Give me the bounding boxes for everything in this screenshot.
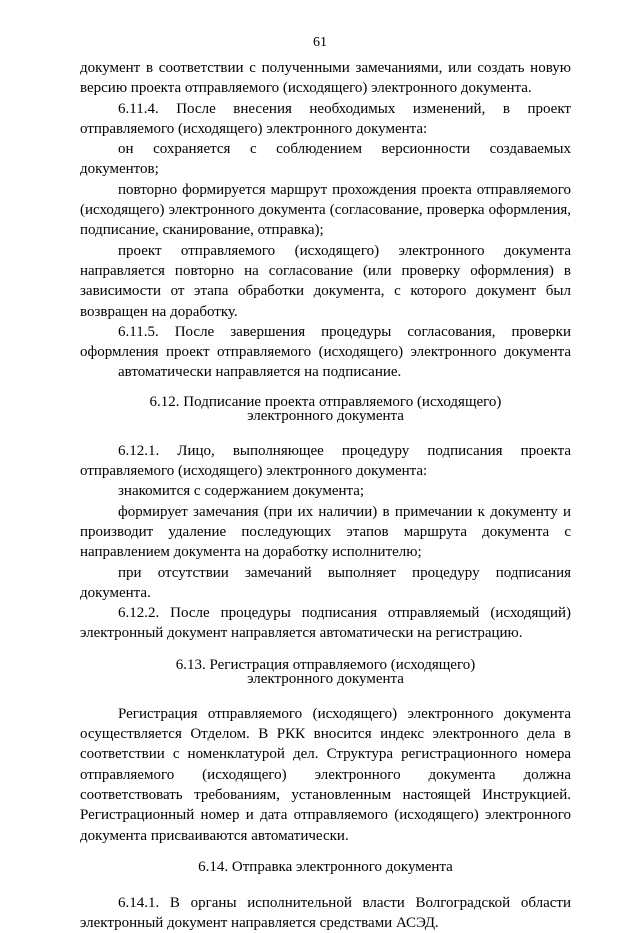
paragraph: 6.12.2. После процедуры подписания отправляемый (исходящий) электронный документ направляется автоматически на регистрацию. [80,605,571,642]
heading-line: 6.12. Подписание проекта отправляемого (исходящего) [149,393,502,410]
heading-line: 6.13. Регистрация отправляемого (исходящего) [175,656,476,673]
paragraph: при отсутствии замечаний выполняет процедуру подписания документа. [80,564,571,601]
paragraph: проект отправляемого (исходящего) электронного документа направляется повторно на согласование (или проверку оформления) в зависимости от этапа обработки документа, с которого документ был возвращен на доработку. [80,242,571,320]
heading-line: электронного документа [247,671,404,688]
heading-line: электронного документа [247,408,404,425]
paragraph: знакомится с содержанием документа; [118,483,365,500]
paragraph: формирует замечания (при их наличии) в примечании к документу и производит удаление последующих этапов маршрута документа с направлением документа на доработку исполнителю; [80,503,571,561]
paragraph: автоматически направляется на подписание. [118,364,402,381]
document-body [80,58,571,933]
page-number: 61 [313,35,327,50]
section-heading-6-13 [80,658,571,687]
paragraph: 6.11.5. После завершения процедуры согласования, проверки оформления проект отправляемого (исходящего) электронного документа [80,323,571,361]
paragraph: Регистрация отправляемого (исходящего) электронного документа осуществляется Отделом. В РКК вносится индекс электронного дела в соответствии с номенклатурой дел. Структура регистрационного номера отправляемого (исходящего) электронного документа должна соответствовать требованиям, установленным настоящей Инструкцией. Регистрационный номер и дата отправляемого (исходящего) электронного документа присваиваются автоматически. [80,705,571,844]
paragraph: 6.14.1. В органы исполнительной власти Волгоградской области электронный документ направляется средствами АСЭД. [80,894,571,932]
paragraph: повторно формируется маршрут прохождения проекта отправляемого (исходящего) электронного документа (согласование, проверка оформления, подписание, сканирование, отправка); [80,181,571,239]
paragraph: документ в соответствии с полученными замечаниями, или создать новую версию проекта отправляемого (исходящего) электронного документа. [80,60,571,97]
section-heading-6-12 [80,395,571,424]
section-heading-6-14: 6.14. Отправка электронного документа [198,858,453,875]
paragraph: 6.12.1. Лицо, выполняющее процедуру подписания проекта отправляемого (исходящего) электронного документа: [80,442,571,480]
paragraph: он сохраняется с соблюдением версионности создаваемых документов; [80,141,571,178]
paragraph: 6.11.4. После внесения необходимых изменений, в проект отправляемого (исходящего) электронного документа: [80,100,571,137]
